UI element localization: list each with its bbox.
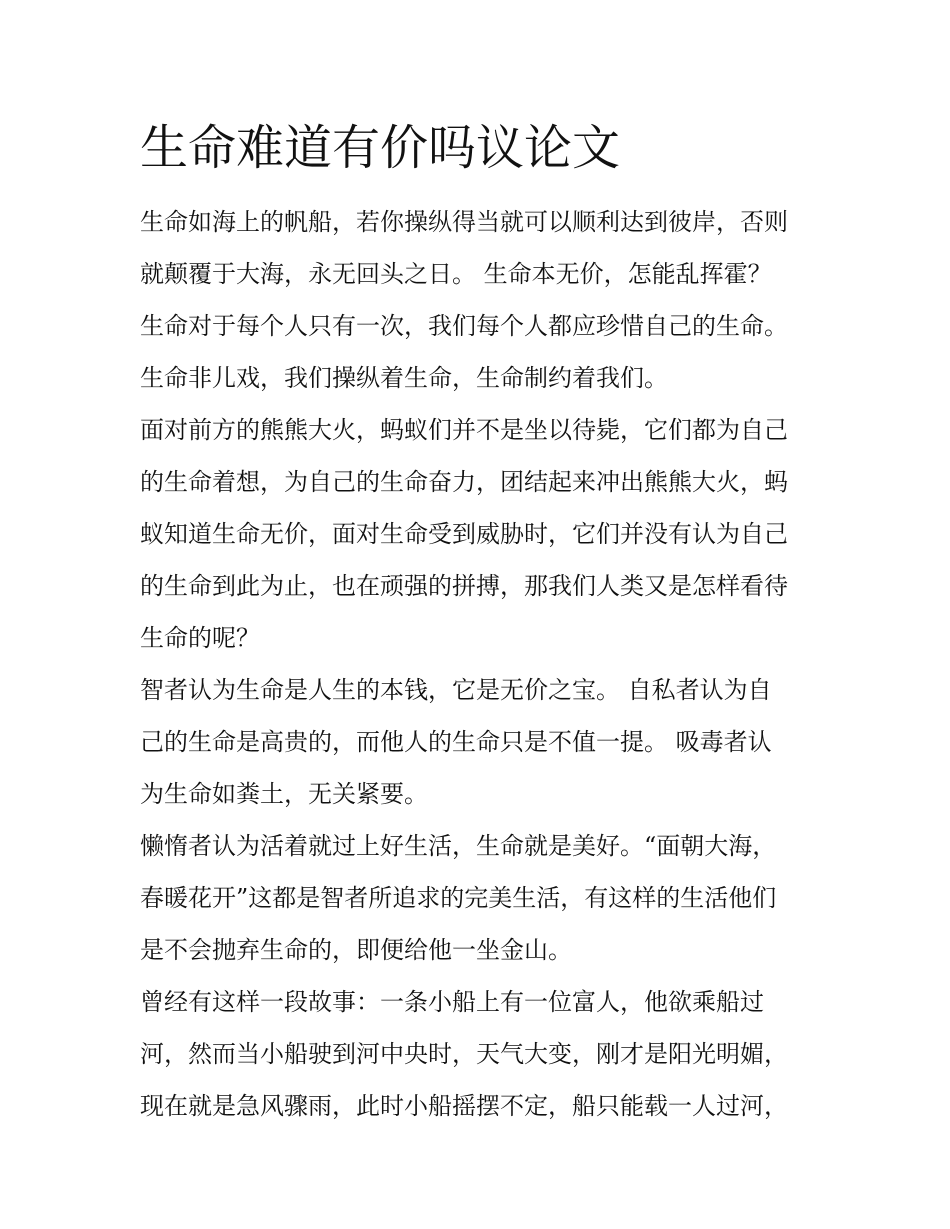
text-line: 己的生命是高贵的，而他人的生命只是不值一提。 吸毒者认: [140, 728, 772, 756]
document-title: 生命难道有价吗议论文: [140, 120, 621, 176]
text-line: 智者认为生命是人生的本钱，它是无价之宝。 自私者认为自: [140, 676, 772, 704]
text-line: 懒惰者认为活着就过上好生活，生命就是美好。“面朝大海，: [140, 832, 777, 860]
text-line: 蚁知道生命无价，面对生命受到威胁时，它们并没有认为自己: [140, 520, 788, 548]
text-line: 面对前方的熊熊大火，蚂蚁们并不是坐以待毙，它们都为自己: [140, 416, 788, 444]
text-line: 生命如海上的帆船，若你操纵得当就可以顺利达到彼岸，否则: [140, 208, 788, 236]
text-line: 的生命到此为止，也在顽强的拼搏，那我们人类又是怎样看待: [140, 572, 788, 600]
text-line: 现在就是急风骤雨，此时小船摇摆不定，船只能载一人过河，: [140, 1092, 788, 1120]
text-line: 为生命如粪土，无关紧要。: [140, 780, 428, 808]
text-line: 生命非儿戏，我们操纵着生命，生命制约着我们。: [140, 364, 668, 392]
text-line: 曾经有这样一段故事：一条小船上有一位富人，他欲乘船过: [140, 988, 764, 1016]
text-line: 的生命着想，为自己的生命奋力，团结起来冲出熊熊大火，蚂: [140, 468, 788, 496]
text-line: 河，然而当小船驶到河中央时，天气大变，刚才是阳光明媚，: [140, 1040, 788, 1068]
text-line: 就颠覆于大海，永无回头之日。 生命本无价，怎能乱挥霍？: [140, 260, 772, 288]
text-line: 是不会抛弃生命的，即便给他一坐金山。: [140, 936, 572, 964]
text-line: 生命对于每个人只有一次，我们每个人都应珍惜自己的生命。: [140, 312, 788, 340]
text-line: 生命的呢？: [140, 624, 260, 652]
document-body: [140, 196, 820, 1132]
text-line: 春暖花开”这都是智者所追求的完美生活，有这样的生活他们: [140, 884, 777, 912]
